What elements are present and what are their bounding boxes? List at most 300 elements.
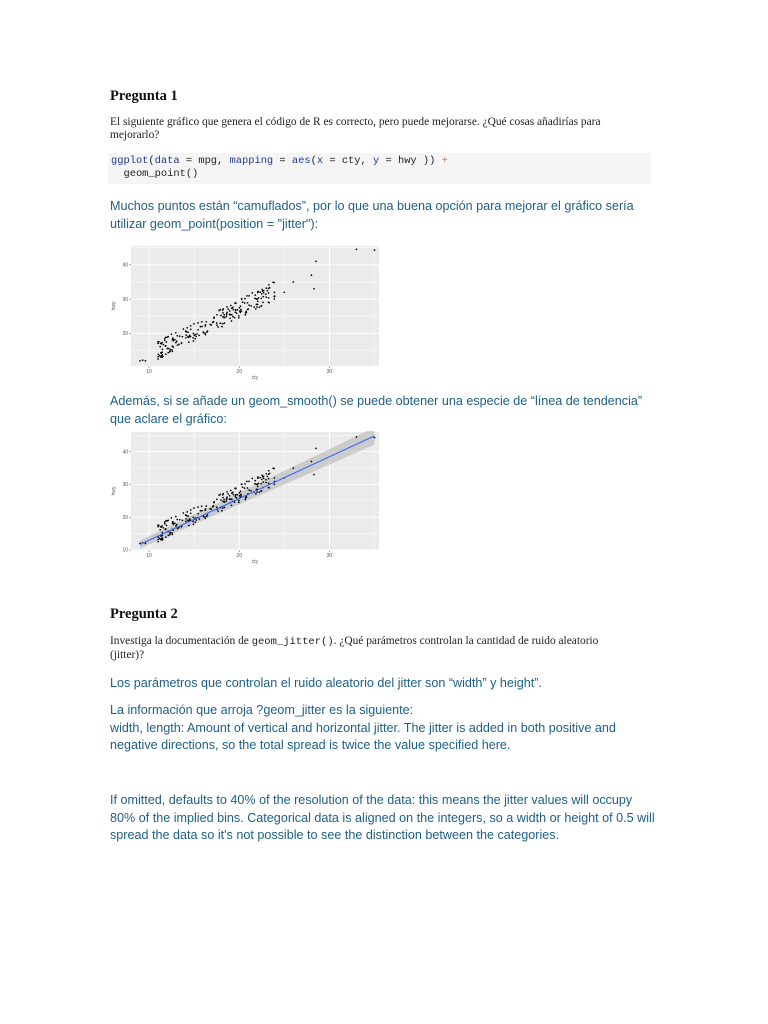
data-point xyxy=(167,336,169,338)
data-point xyxy=(239,495,241,497)
data-point xyxy=(256,484,258,486)
data-point xyxy=(247,309,249,311)
data-point xyxy=(268,483,270,485)
data-point xyxy=(204,332,206,334)
data-point xyxy=(248,295,250,297)
data-point xyxy=(165,529,167,531)
data-point xyxy=(163,527,165,529)
data-point xyxy=(175,332,177,334)
answer-5: If omitted, defaults to 40% of the resolution of the data: this means the jitter values will occupy 80% of the implied bins. Categorical data is aligned on the integers, so a width or height of 0.5 will spread the data so it's not possible to see the distinction between the categories. xyxy=(110,793,655,842)
code-arg: x xyxy=(316,155,324,167)
data-point xyxy=(192,337,194,339)
y-tick-label: 40 xyxy=(122,449,128,456)
data-point xyxy=(238,500,240,502)
data-point xyxy=(257,486,259,488)
data-point xyxy=(179,519,181,521)
data-point xyxy=(139,360,141,362)
data-point xyxy=(227,308,229,310)
code-line-2: geom_point() xyxy=(111,168,199,180)
data-point xyxy=(157,343,159,345)
data-point xyxy=(200,510,202,512)
data-point xyxy=(250,305,252,307)
data-point xyxy=(234,311,236,313)
data-point xyxy=(265,473,267,475)
data-point xyxy=(229,495,231,497)
data-point xyxy=(237,494,239,496)
data-point xyxy=(273,298,275,300)
data-point xyxy=(239,492,241,494)
data-point xyxy=(197,329,199,331)
y-axis-label: hwy xyxy=(111,486,117,496)
data-point xyxy=(167,352,169,354)
data-point xyxy=(219,494,221,496)
data-point xyxy=(167,519,169,521)
data-point xyxy=(194,334,196,336)
question-2-prompt xyxy=(110,635,655,662)
data-point xyxy=(256,306,258,308)
data-point xyxy=(235,302,237,304)
question-1-heading: Pregunta 1 xyxy=(110,88,178,104)
data-point xyxy=(157,541,159,543)
code-text: = mpg, xyxy=(179,155,230,167)
data-point xyxy=(201,326,203,328)
data-point xyxy=(226,491,228,493)
y-tick-label: 10 xyxy=(122,547,128,554)
data-point xyxy=(172,339,174,341)
data-point xyxy=(169,350,171,352)
data-point xyxy=(177,344,179,346)
data-point xyxy=(244,298,246,300)
data-point xyxy=(157,539,159,541)
data-point xyxy=(204,325,206,327)
data-point xyxy=(210,324,212,326)
data-point xyxy=(178,344,180,346)
data-point xyxy=(273,483,275,485)
data-point xyxy=(311,461,313,463)
data-point xyxy=(224,507,226,509)
data-point xyxy=(183,328,185,330)
data-point xyxy=(268,292,270,294)
data-point xyxy=(241,298,243,300)
data-point xyxy=(158,524,160,526)
data-point xyxy=(174,522,176,524)
data-point xyxy=(231,320,233,322)
data-point xyxy=(159,529,161,531)
data-point xyxy=(222,497,224,499)
data-point xyxy=(216,506,218,508)
data-point xyxy=(188,341,190,343)
data-point xyxy=(166,525,168,527)
data-point xyxy=(254,480,256,482)
data-point xyxy=(185,337,187,339)
answer-4-intro: La información que arroja ?geom_jitter es la siguiente: xyxy=(110,703,414,717)
data-point xyxy=(206,331,208,333)
data-point xyxy=(182,336,184,338)
data-point xyxy=(272,467,274,469)
data-point xyxy=(157,358,159,360)
data-point xyxy=(244,483,246,485)
data-point xyxy=(315,448,317,450)
data-point xyxy=(259,291,261,293)
data-point xyxy=(216,324,218,326)
data-point xyxy=(197,506,199,508)
data-point xyxy=(244,499,246,501)
data-point xyxy=(255,493,257,495)
data-point xyxy=(189,518,191,520)
data-point xyxy=(313,474,315,476)
data-point xyxy=(311,274,313,276)
data-point xyxy=(185,334,187,336)
data-point xyxy=(161,538,163,540)
data-point xyxy=(235,309,237,311)
data-point xyxy=(219,309,221,311)
data-point xyxy=(260,490,262,492)
data-point xyxy=(248,489,250,491)
data-point xyxy=(250,490,252,492)
data-point xyxy=(261,474,263,476)
data-point xyxy=(221,326,223,328)
data-point xyxy=(247,487,249,489)
data-point xyxy=(227,493,229,495)
data-point xyxy=(257,292,259,294)
prompt-line: El siguiente gráfico que genera el código de R es correcto, pero puede mejorarse. ¿Qué cosas añadirías para xyxy=(110,116,601,128)
data-point xyxy=(265,482,267,484)
data-point xyxy=(193,323,195,325)
data-point xyxy=(356,249,358,251)
data-point xyxy=(232,316,234,318)
data-point xyxy=(194,338,196,340)
data-point xyxy=(167,535,169,537)
data-point xyxy=(283,291,285,293)
data-point xyxy=(193,340,195,342)
data-point xyxy=(356,436,358,438)
data-point xyxy=(240,490,242,492)
data-point xyxy=(257,477,259,479)
data-point xyxy=(230,490,232,492)
code-text: = xyxy=(273,155,292,167)
data-point xyxy=(204,516,206,518)
data-point xyxy=(256,491,258,493)
prompt-text: Investiga la documentación de xyxy=(110,635,252,647)
prompt-line: (jitter)? xyxy=(110,649,145,661)
answer-4-body: width, length: Amount of vertical and horizontal jitter. The jitter is added in both positive and negative directions, so the total spread is twice the value specified here. xyxy=(110,720,616,752)
x-tick-label: 30 xyxy=(326,369,333,375)
data-point xyxy=(272,281,274,283)
data-point xyxy=(256,304,258,306)
data-point xyxy=(171,532,173,534)
data-point xyxy=(174,339,176,341)
data-point xyxy=(261,479,263,481)
data-point xyxy=(226,306,228,308)
data-point xyxy=(165,336,167,338)
data-point xyxy=(192,516,194,518)
data-point xyxy=(238,315,240,317)
data-point xyxy=(185,515,187,517)
x-tick-label: 20 xyxy=(236,369,242,375)
data-point xyxy=(240,310,242,312)
data-point xyxy=(274,477,276,479)
data-point xyxy=(231,314,233,316)
data-point xyxy=(231,505,233,507)
prompt-line: mejorarlo? xyxy=(110,129,160,141)
data-point xyxy=(242,301,244,303)
code-arg: mapping xyxy=(229,155,274,167)
data-point xyxy=(292,467,294,469)
data-point xyxy=(223,501,225,503)
data-point xyxy=(221,510,223,512)
data-point xyxy=(268,473,270,475)
data-point xyxy=(190,512,192,514)
data-point xyxy=(222,494,224,496)
data-point xyxy=(188,525,190,527)
y-axis-label: hwy xyxy=(111,301,117,311)
data-point xyxy=(246,481,248,483)
data-point xyxy=(185,521,187,523)
data-point xyxy=(255,308,257,310)
data-point xyxy=(190,509,192,511)
data-point xyxy=(240,305,242,307)
data-point xyxy=(201,321,203,323)
data-point xyxy=(226,312,228,314)
data-point xyxy=(263,478,265,480)
data-point xyxy=(262,476,264,478)
data-point xyxy=(222,323,224,325)
data-point xyxy=(179,335,181,337)
data-point xyxy=(210,508,212,510)
answer-2: Además, si se añade un geom_smooth() se puede obtener una especie de “línea de tendencia” que aclare el gráfico: xyxy=(110,394,643,426)
scatter-plot-svg xyxy=(110,245,382,381)
data-point xyxy=(247,302,249,304)
data-point xyxy=(193,507,195,509)
data-point xyxy=(260,305,262,307)
data-point xyxy=(223,499,225,501)
y-tick-label: 20 xyxy=(122,331,128,338)
data-point xyxy=(197,513,199,515)
data-point xyxy=(192,333,194,335)
data-point xyxy=(253,306,255,308)
data-point xyxy=(194,521,196,523)
data-point xyxy=(220,499,222,501)
data-point xyxy=(222,507,224,509)
data-point xyxy=(166,348,168,350)
data-point xyxy=(248,304,250,306)
data-point xyxy=(172,346,174,348)
data-point xyxy=(235,487,237,489)
data-point xyxy=(220,322,222,324)
data-point xyxy=(251,478,253,480)
data-point xyxy=(157,356,159,358)
data-point xyxy=(196,333,198,335)
data-point xyxy=(172,351,174,353)
data-point xyxy=(176,524,178,526)
data-point xyxy=(165,345,167,347)
data-point xyxy=(242,486,244,488)
x-axis-label: cty xyxy=(251,375,259,381)
data-point xyxy=(188,336,190,338)
scatter-plot-svg xyxy=(110,431,382,565)
data-point xyxy=(374,437,376,439)
answer-1: Muchos puntos están “camuflados”, por lo que una buena opción para mejorar el gráfico sería utilizar geom_point(position = "jitter"): xyxy=(110,199,634,231)
data-point xyxy=(229,317,231,319)
data-point xyxy=(175,516,177,518)
data-point xyxy=(213,501,215,503)
data-point xyxy=(268,487,270,489)
y-tick-label: 20 xyxy=(122,514,128,521)
data-point xyxy=(262,290,264,292)
data-point xyxy=(161,355,163,357)
code-operator: + xyxy=(441,155,448,167)
data-point xyxy=(259,477,261,479)
prompt-text: . ¿Qué parámetros controlan la cantidad de ruido aleatorio xyxy=(333,635,599,647)
data-point xyxy=(161,532,163,534)
data-point xyxy=(246,295,248,297)
data-point xyxy=(240,493,242,495)
data-point xyxy=(176,340,178,342)
code-fn: ggplot xyxy=(111,155,149,167)
data-point xyxy=(205,505,207,507)
data-point xyxy=(142,359,144,361)
code-text: ( xyxy=(310,155,317,167)
data-point xyxy=(239,310,241,312)
data-point xyxy=(185,331,187,333)
data-point xyxy=(234,317,236,319)
prompt-line xyxy=(110,635,655,649)
data-point xyxy=(204,509,206,511)
data-point xyxy=(268,288,270,290)
data-point xyxy=(248,481,250,483)
data-point xyxy=(169,348,171,350)
data-point xyxy=(235,494,237,496)
data-point xyxy=(159,346,161,348)
data-point xyxy=(217,326,219,328)
data-point xyxy=(258,306,260,308)
data-point xyxy=(240,309,242,311)
r-code-block xyxy=(108,153,651,184)
data-point xyxy=(231,492,233,494)
data-point xyxy=(202,331,204,333)
data-point xyxy=(244,314,246,316)
data-point xyxy=(171,517,173,519)
data-point xyxy=(198,334,200,336)
data-point xyxy=(223,314,225,316)
data-point xyxy=(265,287,267,289)
code-arg: y xyxy=(373,155,380,167)
data-point xyxy=(240,495,242,497)
data-point xyxy=(265,479,267,481)
data-point xyxy=(260,298,262,300)
y-tick-label: 40 xyxy=(122,262,128,269)
data-point xyxy=(171,349,173,351)
x-tick-label: 30 xyxy=(326,553,333,559)
data-point xyxy=(222,312,224,314)
data-point xyxy=(186,327,188,329)
data-point xyxy=(238,317,240,319)
code-text: = hwy )) xyxy=(379,155,442,167)
answer-3: Los parámetros que controlan el ruido aleatorio del jitter son “width” y height”. xyxy=(110,676,542,690)
data-point xyxy=(220,315,222,317)
data-point xyxy=(190,325,192,327)
data-point xyxy=(195,335,197,337)
data-point xyxy=(217,510,219,512)
data-point xyxy=(193,524,195,526)
data-point xyxy=(266,290,268,292)
data-point xyxy=(263,292,265,294)
code-text: = cty, xyxy=(323,155,373,167)
data-point xyxy=(145,360,147,362)
data-point xyxy=(158,341,160,343)
data-point xyxy=(268,297,270,299)
data-point xyxy=(223,317,225,319)
data-point xyxy=(231,307,233,309)
code-arg: data xyxy=(154,155,180,167)
data-point xyxy=(260,483,262,485)
data-point xyxy=(254,294,256,296)
data-point xyxy=(274,292,276,294)
data-point xyxy=(192,521,194,523)
answer-4 xyxy=(110,702,658,755)
data-point xyxy=(239,307,241,309)
data-point xyxy=(183,512,185,514)
scatter-plot-jitter xyxy=(110,245,382,381)
data-point xyxy=(176,335,178,337)
data-point xyxy=(182,519,184,521)
data-point xyxy=(262,296,264,298)
data-point xyxy=(216,322,218,324)
data-point xyxy=(261,293,263,295)
data-point xyxy=(163,344,165,346)
data-point xyxy=(238,502,240,504)
data-point xyxy=(189,334,191,336)
data-point xyxy=(201,505,203,507)
data-point xyxy=(256,298,258,300)
data-point xyxy=(172,522,174,524)
data-point xyxy=(225,316,227,318)
data-point xyxy=(161,526,163,528)
data-point xyxy=(313,288,315,290)
data-point xyxy=(181,342,183,344)
data-point xyxy=(261,289,263,291)
data-point xyxy=(216,314,218,316)
data-point xyxy=(244,487,246,489)
data-point xyxy=(206,515,208,517)
data-point xyxy=(161,343,163,345)
data-point xyxy=(187,515,189,517)
data-point xyxy=(190,328,192,330)
data-point xyxy=(233,309,235,311)
data-point xyxy=(258,491,260,493)
data-point xyxy=(229,310,231,312)
data-point xyxy=(257,300,259,302)
data-point xyxy=(157,526,159,528)
data-point xyxy=(237,309,239,311)
data-point xyxy=(315,261,317,263)
data-point xyxy=(201,510,203,512)
data-point xyxy=(268,284,270,286)
data-point xyxy=(226,496,228,498)
data-point xyxy=(197,322,199,324)
data-point xyxy=(171,333,173,335)
prompt-code: geom_jitter() xyxy=(251,636,334,648)
data-point xyxy=(187,331,189,333)
data-point xyxy=(164,338,166,340)
data-point xyxy=(234,496,236,498)
data-point xyxy=(165,353,167,355)
data-point xyxy=(273,296,275,298)
data-point xyxy=(245,311,247,313)
data-point xyxy=(262,481,264,483)
data-point xyxy=(222,309,224,311)
data-point xyxy=(216,499,218,501)
